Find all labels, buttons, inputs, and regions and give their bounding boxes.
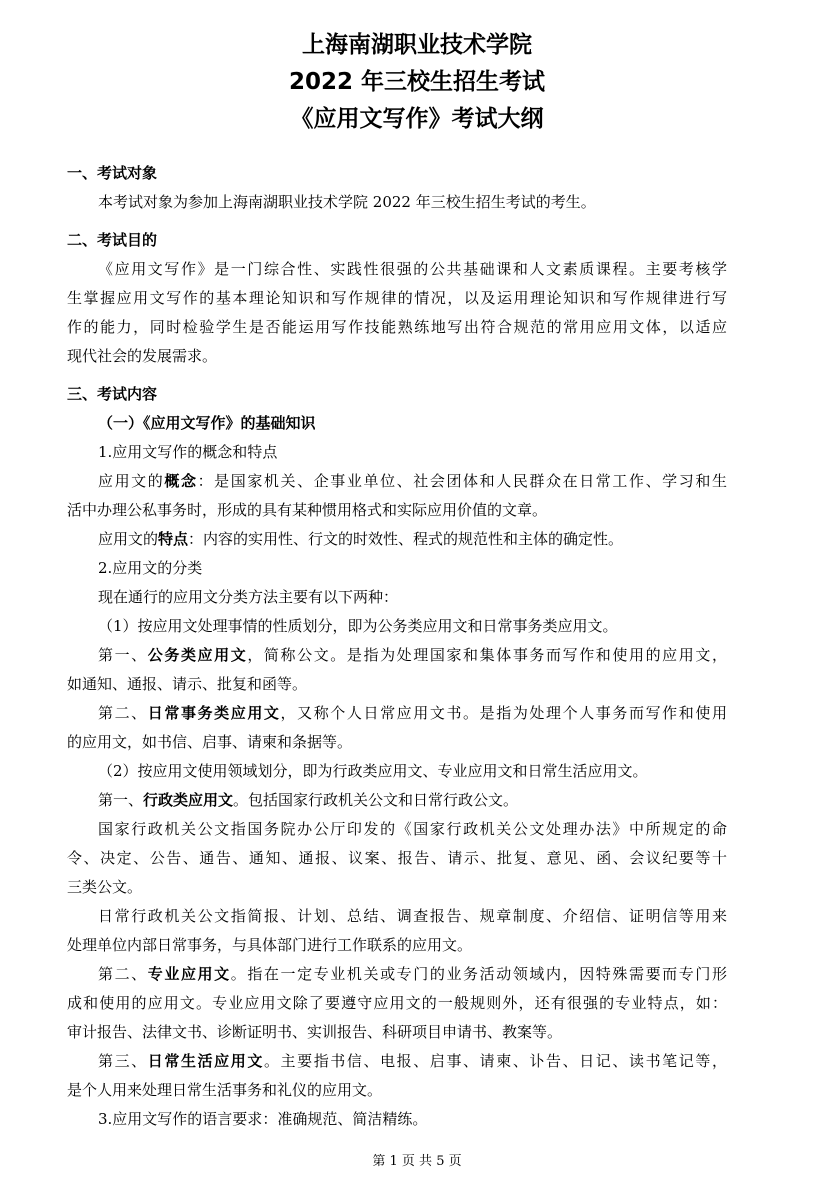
keyword: 专业应用文 [147, 965, 231, 983]
paragraph-line: 应用文的特点：内容的实用性、行文的时效性、程式的规范性和主体的确定性。 [98, 530, 624, 548]
paragraph-line: 是个人用来处理日常生活事务和礼仪的应用文。 [67, 1081, 383, 1099]
paragraph-line: 作的能力，同时检验学生是否能运用写作技能熟练地写出符合规范的常用应用文体，以适应 [67, 318, 727, 336]
paragraph-line: 第二、日常事务类应用文，又称个人日常应用文书。是指为处理个人事务而写作和使用 [98, 704, 727, 722]
paragraph-line: 第一、公务类应用文，简称公文。是指为处理国家和集体事务而写作和使用的应用文， [98, 646, 727, 664]
paragraph-line: 成和使用的应用文。专业应用文除了要遵守应用文的一般规则外，还有很强的专业特点，如： [67, 994, 727, 1012]
paragraph-line: （1）按应用文处理事情的性质划分，即为公务类应用文和日常事务类应用文。 [98, 617, 618, 635]
keyword: 日常事务类应用文 [147, 704, 281, 722]
section-heading-1: 一、考试对象 [67, 164, 158, 182]
paragraph-line: 第二、专业应用文。指在一定专业机关或专门的业务活动领域内，因特殊需要而专门形 [98, 965, 727, 983]
list-item: 3.应用文写作的语言要求：准确规范、简洁精练。 [98, 1110, 428, 1128]
paragraph-line: 应用文的概念：是国家机关、企事业单位、社会团体和人民群众在日常工作、学习和生 [98, 472, 727, 490]
doc-title-subject: 《应用文写作》考试大纲 [290, 106, 544, 132]
paragraph-line: 生掌握应用文写作的基本理论知识和写作规律的情况，以及运用理论知识和写作规律进行写 [67, 289, 727, 307]
list-item: 2.应用文的分类 [98, 559, 203, 577]
keyword: 公务类应用文 [147, 646, 248, 664]
paragraph-line: 如通知、通报、请示、批复和函等。 [67, 675, 308, 693]
keyword: 特点 [158, 530, 189, 548]
paragraph-line: 的应用文，如书信、启事、请柬和条据等。 [67, 733, 353, 751]
paragraph: 本考试对象为参加上海南湖职业技术学院 2022 年三校生招生考试的考生。 [98, 193, 596, 211]
paragraph-line: 活中办理公私事务时，形成的具有某种惯用格式和实际应用价值的文章。 [67, 501, 548, 519]
list-item: 1.应用文写作的概念和特点 [98, 443, 278, 461]
page-number-footer: 第 1 页 共 5 页 [372, 1154, 462, 1169]
paragraph-line: 现代社会的发展需求。 [67, 347, 218, 365]
doc-title-exam: 2022 年三校生招生考试 [288, 69, 546, 95]
paragraph-line: 令、决定、公告、通告、通知、通报、议案、报告、请示、批复、意见、函、会议纪要等十 [67, 849, 727, 867]
paragraph-line: 审计报告、法律文书、诊断证明书、实训报告、科研项目申请书、教案等。 [67, 1023, 563, 1041]
subsection-heading: （一）《应用文写作》的基础知识 [98, 414, 316, 432]
section-heading-3: 三、考试内容 [67, 385, 158, 403]
paragraph-line: 日常行政机关公文指简报、计划、总结、调查报告、规章制度、介绍信、证明信等用来 [98, 907, 727, 925]
paragraph-line: 国家行政机关公文指国务院办公厅印发的《国家行政机关公文处理办法》中所规定的命 [98, 820, 727, 838]
paragraph-line: 三类公文。 [67, 878, 143, 896]
keyword: 日常生活应用文 [147, 1052, 264, 1070]
keyword: 概念 [164, 472, 198, 490]
paragraph-line: 第三、日常生活应用文。主要指书信、电报、启事、请柬、讣告、日记、读书笔记等， [98, 1052, 727, 1070]
paragraph-line: 现在通行的应用文分类方法主要有以下两种： [98, 588, 399, 606]
keyword: 行政类应用文 [143, 791, 234, 809]
section-heading-2: 二、考试目的 [67, 231, 158, 249]
paragraph-line: 第一、行政类应用文。包括国家行政机关公文和日常行政公文。 [98, 791, 519, 809]
paragraph-line: （2）按应用文使用领域划分，即为行政类应用文、专业应用文和日常生活应用文。 [98, 762, 648, 780]
doc-title-school: 上海南湖职业技术学院 [302, 32, 532, 58]
paragraph-line: 处理单位内部日常事务，与具体部门进行工作联系的应用文。 [67, 936, 473, 954]
paragraph-line: 《应用文写作》是一门综合性、实践性很强的公共基础课和人文素质课程。主要考核学 [98, 260, 727, 278]
